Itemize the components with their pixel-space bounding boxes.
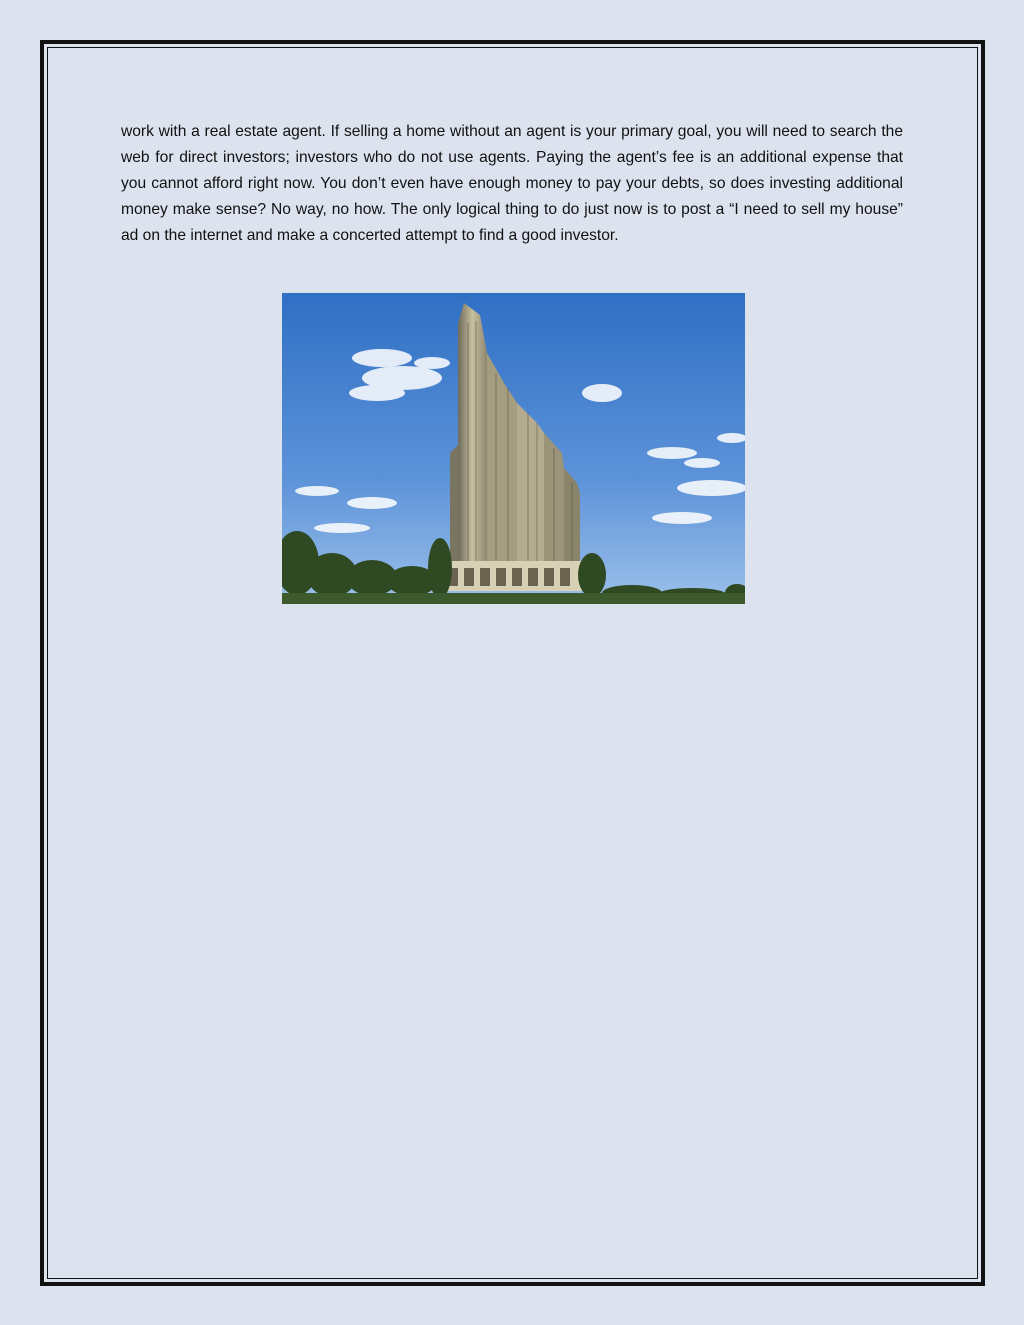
apartment-tower-photo: [282, 293, 745, 604]
body-paragraph: work with a real estate agent. If selling a home without an agent is your primary goal, you will need to search the web for direct investors; investors who do not use agents. Paying the agent’s fee is an additional expense that you cannot afford right now. You don’t even have enough money to pay your debts, so does investing additional money make sense? No way, no how. The only logical thing to do just now is to post a “I need to sell my house” ad on the internet and make a concerted attempt to find a good investor.: [121, 123, 903, 244]
